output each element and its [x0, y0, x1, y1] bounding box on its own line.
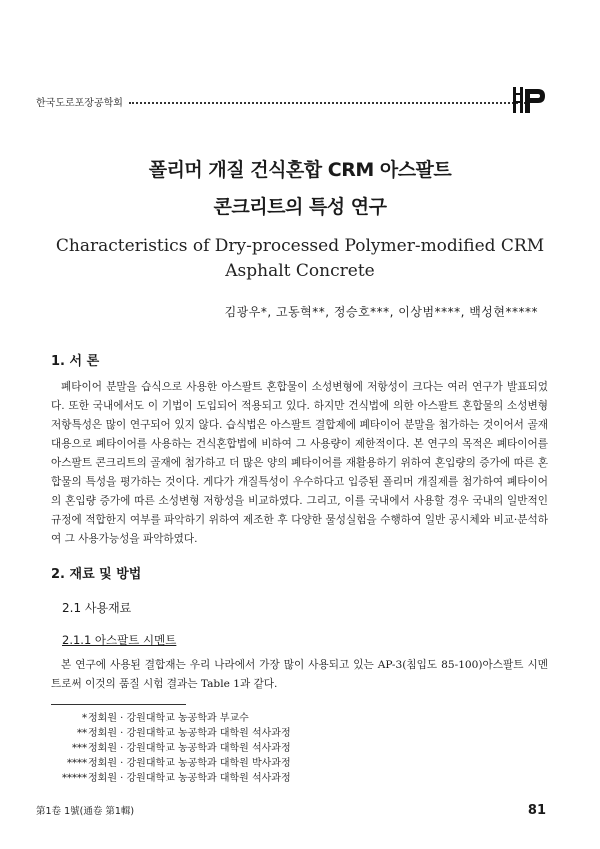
- footnote-mark: ***: [72, 743, 87, 754]
- running-header: [36, 92, 536, 110]
- section-1-heading: 1. 서 론: [51, 354, 100, 369]
- footnote-text: 정회원 · 강원대학교 농공학과 대학원 석사과정: [88, 743, 291, 754]
- footnote-text: 정회원 · 강원대학교 농공학과 대학원 박사과정: [88, 758, 291, 769]
- footnote-mark: ****: [67, 758, 87, 769]
- title-korean-line-1: 폴리머 개질 건식혼합 CRM 아스팔트: [148, 159, 452, 181]
- footnote: [51, 726, 311, 741]
- journal-volume: 第1卷 1號(通卷 第1輯): [36, 806, 135, 817]
- society-logo-icon: [510, 85, 546, 115]
- section-2-heading: 2. 재료 및 방법: [51, 567, 142, 582]
- title-korean-line-2: 콘크리트의 특성 연구: [213, 196, 387, 218]
- footnote-rule: [51, 704, 186, 705]
- footnote-text: 정회원 · 강원대학교 농공학과 부교수: [88, 713, 249, 724]
- title-english-line-2: Asphalt Concrete: [225, 261, 375, 281]
- asphalt-cement-paragraph: 본 연구에 사용된 결합재는 우리 나라에서 가장 많이 사용되고 있는 AP-3(침입도 85-100)아스팔트 시멘트로써 이것의 품질 시험 결과는 Table 1과 같다.: [51, 659, 548, 690]
- footnote-mark: *****: [62, 773, 87, 784]
- footnote-mark: *: [82, 713, 87, 724]
- page-number: 81: [527, 803, 546, 818]
- footnote-mark: **: [77, 728, 87, 739]
- header-dotted-leader: [129, 102, 530, 104]
- introduction-paragraph: 폐타이어 분말을 습식으로 사용한 아스팔트 혼합물이 소성변형에 저항성이 크다는 여러 연구가 발표되었다. 또한 국내에서도 이 기법이 도입되어 적용되고 있다. 하지만 건식법에 의한 아스팔트 혼합물의 소성변형 저항특성은 많이 연구되어 있지 않다. 습식법은 아스팔트 결합제에 폐타이어 분말을 첨가하는 것이어서 골재 대용으로 폐타이어를 사용하는 건식혼합법에 비하여 그 사용량이 제한적이다. 본 연구의 목적은 폐타이어를 아스팔트 콘크리트의 골재에 첨가하고 더 많은 양의 폐타이어를 재활용하기 위하여 혼입량의 증가에 따른 혼합물의 특성을 평가하는 것이다. 게다가 개질특성이 우수하다고 입증된 폴리머 개질제를 첨가하여 폐타이어의 혼입량 증가에 따른 소성변형 저항성을 비교하였다. 그리고, 이를 국내에서 사용할 경우 국내의 일반적인 규정에 적합한지 여부를 파악하기 위하여 제조한 후 다양한 물성실험을 수행하여 일반 공시체와 비교·분석하여 그 사용가능성을 파악하였다.: [51, 381, 548, 545]
- footnote: [51, 711, 311, 726]
- title-english-line-1: Characteristics of Dry-processed Polymer-modified CRM: [55, 236, 545, 256]
- footnote-text: 정회원 · 강원대학교 농공학과 대학원 석사과정: [88, 773, 291, 784]
- subsection-2-1-1-heading: 2.1.1 아스팔트 시멘트: [62, 633, 177, 647]
- subsection-2-1-heading: 2.1 사용재료: [62, 601, 132, 615]
- society-name: 한국도로포장공학회: [36, 97, 123, 109]
- footnote: [51, 741, 311, 756]
- footnote: [51, 756, 311, 771]
- author-list: 김광우*, 고동혁**, 정승호***, 이상범****, 백성현*****: [224, 305, 538, 319]
- page-footer: [36, 803, 546, 818]
- footnote-text: 정회원 · 강원대학교 농공학과 대학원 석사과정: [88, 728, 291, 739]
- footnote: [51, 771, 311, 786]
